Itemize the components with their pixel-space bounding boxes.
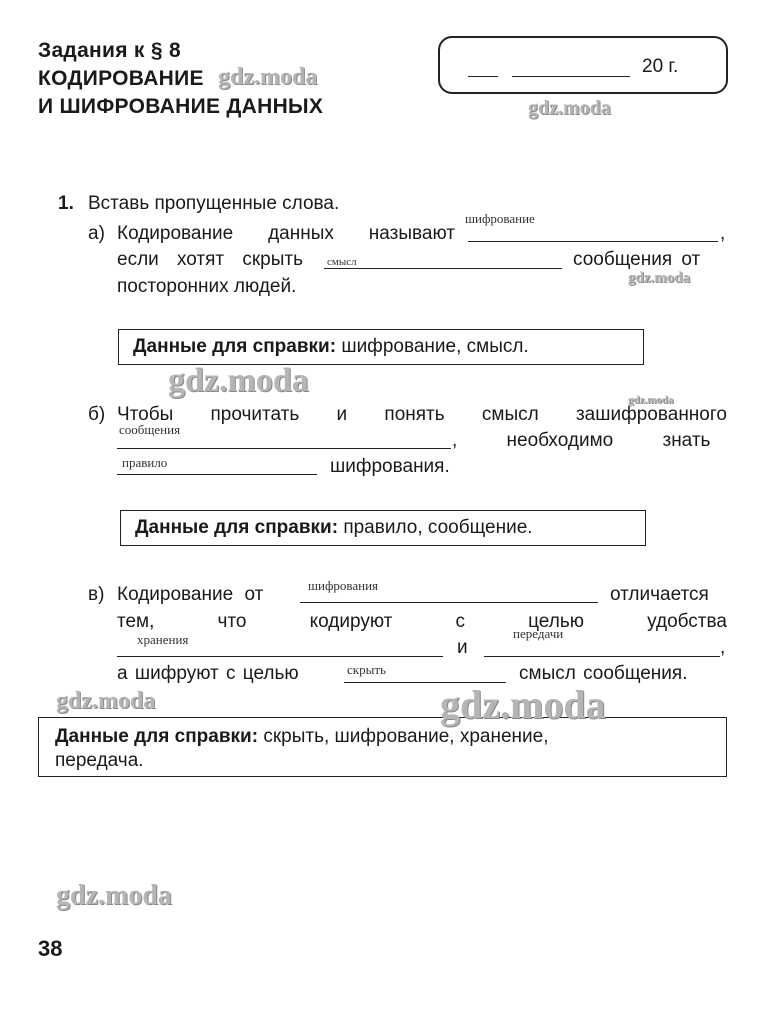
comma: , [720,637,726,658]
answer-c2: хранения [137,632,189,647]
item-c-before4: а шифруют с целью [117,663,299,684]
word: что [217,611,247,632]
reference-text: шифрование, смысл. [341,336,529,357]
date-month-line [512,76,630,77]
reference-text: скрыть, шифрование, хранение, [263,726,549,747]
reference-label: Данные для справки: [135,517,339,538]
word: прочитать [210,404,300,425]
page-title-line1: КОДИРОВАНИЕ [38,67,204,90]
item-a-line1-text [117,223,455,245]
item-c-before1: Кодирование от [117,584,264,605]
word: зашифрованного [575,404,727,425]
item-a-line3: посторонних людей. [117,276,297,297]
answer-a2: смысл [327,256,357,268]
section-heading: Задания к § 8 [38,39,181,62]
item-c-after4: смысл сообщения. [519,663,688,684]
watermark: gdz.moda [628,394,674,406]
reference-box-a [118,329,644,365]
watermark: gdz.moda [628,270,691,286]
word: кодируют [309,611,393,632]
item-c-label: в) [88,584,105,605]
word: целью [528,611,584,632]
item-c-and: и [457,637,468,658]
word: с [455,611,466,632]
word: скрыть [242,249,303,270]
item-a-after2: сообщения от [573,249,701,270]
item-c-after1: отличается [610,584,709,605]
answer-a1: шифрование [465,211,535,226]
item-b-after1: , необходимо знать [452,430,711,451]
blank-a2[interactable] [324,268,562,269]
reference-text-line2: передача. [55,750,144,771]
task-instruction: Вставь пропущенные слова. [88,193,340,214]
word: понять [384,404,445,425]
answer-b2: правило [122,455,168,470]
date-day-line [468,76,498,77]
answer-b1: сообщения [119,422,181,437]
page-title-line2: И ШИФРОВАНИЕ ДАННЫХ [38,95,324,118]
word: называют [368,223,455,244]
watermark: gdz.moda [168,362,309,399]
reference-box-c [38,717,727,777]
answer-c3: передачи [513,626,564,641]
word: удобства [647,611,727,632]
comma: , [720,223,726,244]
answer-c1: шифрования [308,578,379,593]
task-number: 1. [58,193,74,214]
blank-c1[interactable] [300,602,598,603]
blank-a1[interactable] [468,241,718,242]
item-b-line1-text [117,404,727,426]
word: Чтобы [117,404,174,425]
blank-c3[interactable] [484,656,720,657]
item-a-label: а) [88,223,105,244]
page-number: 38 [38,936,63,961]
blank-c2[interactable] [117,656,443,657]
word: Кодирование [117,223,234,244]
word: и [336,404,348,425]
word: данных [268,223,334,244]
word: тем, [117,611,155,632]
watermark: gdz.moda [440,682,606,727]
item-b-after2: шифрования. [330,456,450,477]
watermark: gdz.moda [528,97,611,119]
watermark: gdz.moda [218,64,318,90]
item-a-line2-text [117,249,303,271]
word: смысл [481,404,539,425]
reference-label: Данные для справки: [133,336,337,357]
watermark: gdz.moda [56,880,172,911]
answer-c4: скрыть [347,662,386,677]
item-b-label: б) [88,404,106,425]
blank-b2[interactable] [117,474,317,475]
reference-box-b [120,510,646,546]
watermark: gdz.moda [56,688,156,714]
reference-label: Данные для справки: [55,726,259,747]
word: если [117,249,159,270]
date-box [438,36,728,94]
word: хотят [177,249,225,270]
date-year-suffix: 20 г. [642,56,679,77]
blank-b1[interactable] [117,448,451,449]
item-c-line2-text [117,611,727,633]
reference-text: правило, сообщение. [343,517,533,538]
